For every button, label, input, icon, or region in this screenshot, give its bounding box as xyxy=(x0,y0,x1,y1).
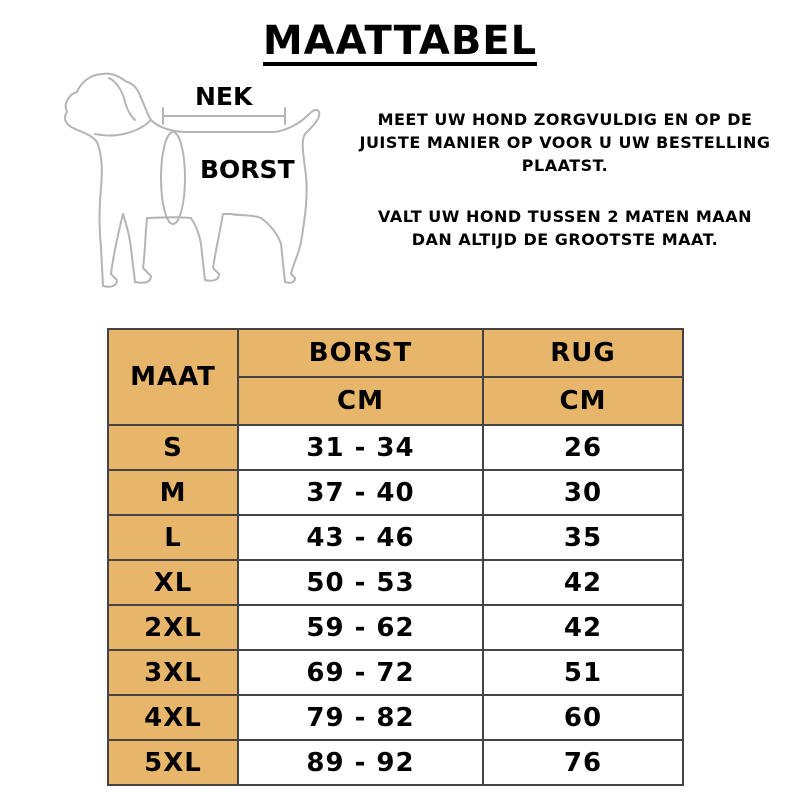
instruction-size-between: VALT UW HOND TUSSEN 2 MATEN MAAN DAN ALTIJD DE GROOTSTE MAAT. xyxy=(378,207,752,249)
chest-cell: 59 - 62 xyxy=(238,605,483,650)
back-cell: 35 xyxy=(483,515,683,560)
chest-cell: 79 - 82 xyxy=(238,695,483,740)
unit-back: CM xyxy=(483,377,683,425)
page-title xyxy=(0,18,800,66)
size-cell: 4XL xyxy=(108,695,238,740)
table-row xyxy=(108,740,683,785)
back-cell: 42 xyxy=(483,560,683,605)
table-row xyxy=(108,515,683,560)
size-cell: 3XL xyxy=(108,650,238,695)
chest-cell: 50 - 53 xyxy=(238,560,483,605)
chest-cell: 43 - 46 xyxy=(238,515,483,560)
back-cell: 76 xyxy=(483,740,683,785)
instruction-measure: MEET UW HOND ZORGVULDIG EN OP DE JUISTE MANIER OP VOOR U UW BESTELLING PLAATST. xyxy=(359,110,771,175)
size-cell: XL xyxy=(108,560,238,605)
chest-cell: 37 - 40 xyxy=(238,470,483,515)
col-header-chest: BORST xyxy=(238,329,483,377)
neck-label: NEK xyxy=(195,82,253,111)
size-cell: 2XL xyxy=(108,605,238,650)
table-row xyxy=(108,650,683,695)
size-cell: S xyxy=(108,425,238,470)
back-cell: 60 xyxy=(483,695,683,740)
size-cell: M xyxy=(108,470,238,515)
size-cell: L xyxy=(108,515,238,560)
back-cell: 26 xyxy=(483,425,683,470)
chest-cell: 31 - 34 xyxy=(238,425,483,470)
table-row xyxy=(108,605,683,650)
size-table xyxy=(107,328,684,786)
table-row xyxy=(108,695,683,740)
chest-cell: 89 - 92 xyxy=(238,740,483,785)
chest-cell: 69 - 72 xyxy=(238,650,483,695)
chest-label: BORST xyxy=(200,155,295,184)
col-header-size: MAAT xyxy=(108,329,238,425)
header-row xyxy=(108,329,683,377)
title-text: MAATTABEL xyxy=(262,18,538,64)
table-row xyxy=(108,470,683,515)
back-cell: 51 xyxy=(483,650,683,695)
back-cell: 30 xyxy=(483,470,683,515)
unit-chest: CM xyxy=(238,377,483,425)
table-row xyxy=(108,425,683,470)
col-header-back: RUG xyxy=(483,329,683,377)
size-cell: 5XL xyxy=(108,740,238,785)
back-cell: 42 xyxy=(483,605,683,650)
table-row xyxy=(108,560,683,605)
